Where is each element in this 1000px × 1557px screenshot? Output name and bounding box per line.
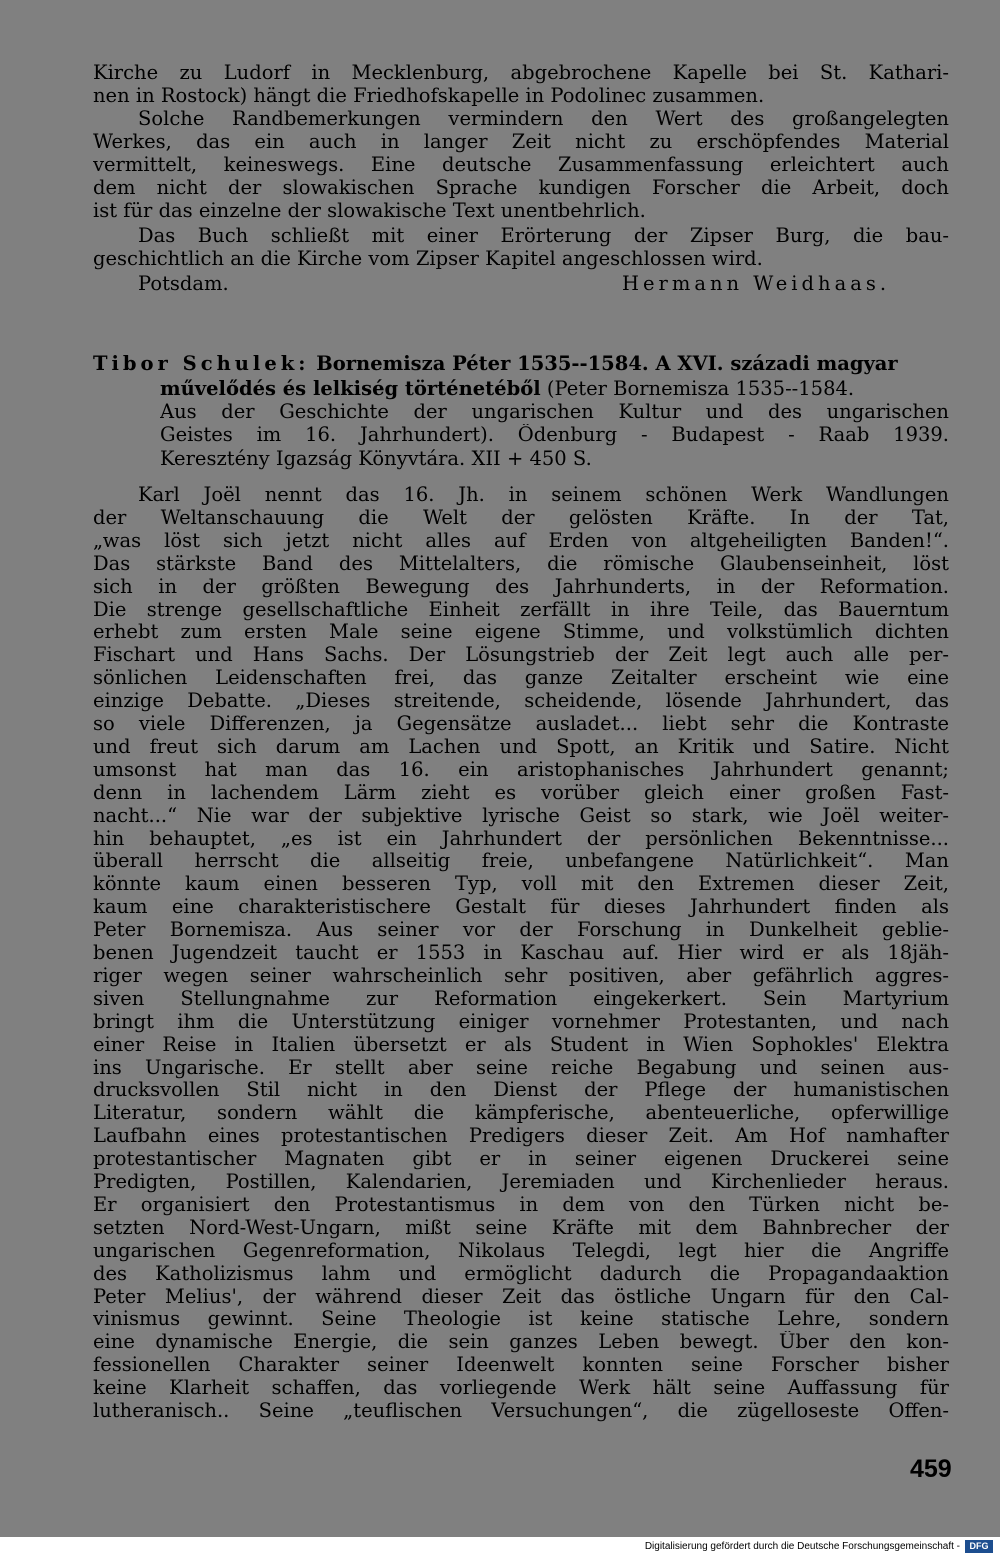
body-line: riger wegen seiner wahrscheinlich sehr positiven, aber gefährlich aggres-: [93, 964, 949, 987]
body-line: sönlichen Leidenschaften frei, das ganze Zeitalter erscheint wie eine: [93, 667, 949, 690]
review-title-continued: művelődés és lelkiség történetéből: [160, 378, 541, 400]
text-line: geschichtlich an die Kirche vom Zipser Kapitel angeschlossen wird.: [93, 248, 763, 270]
review-author: Tibor Schulek:: [93, 353, 310, 375]
body-line: Das stärkste Band des Mittelalters, die römische Glaubenseinheit, löst: [93, 552, 949, 575]
body-line: eine dynamische Energie, die sein ganzes Leben bewegt. Über den kon-: [93, 1331, 949, 1354]
review-title: Bornemisza Péter 1535--1584. A XVI. századi magyar: [316, 353, 898, 375]
body-line: Fischart und Hans Sachs. Der Lösungstrieb der Zeit legt auch alle per-: [93, 644, 949, 667]
body-line: erhebt zum ersten Male seine eigene Stimme, und volkstümlich dichten: [93, 621, 949, 644]
body-line: könnte kaum einen besseren Typ, voll mit den Extremen dieser Zeit,: [93, 873, 949, 896]
text-line: Kirche zu Ludorf in Mecklenburg, abgebrochene Kapelle bei St. Kathari-: [93, 62, 949, 84]
text-line: ist für das einzelne der slowakische Text unentbehrlich.: [93, 200, 646, 222]
text-line: Das Buch schließt mit einer Erörterung der Zipser Burg, die bau-: [138, 225, 949, 247]
body-line: des Katholizismus lahm und ermöglicht dadurch die Propagandaaktion: [93, 1262, 949, 1285]
review-header-line-2: [160, 378, 949, 400]
body-line: einzige Debatte. „Dieses streitende, scheidende, lösende Jahrhundert, das: [93, 690, 949, 713]
body-line: der Weltanschauung die Welt der gelösten Kräfte. In der Tat,: [93, 506, 949, 529]
signature-place: Potsdam.: [138, 272, 229, 295]
text-line: nen in Rostock) hängt die Friedhofskapelle in Podolinec zusammen.: [93, 85, 765, 107]
body-line: überall herrscht die allseitig freie, unbefangene Natürlichkeit“. Man: [93, 850, 949, 873]
text-line: Solche Randbemerkungen vermindern den Wert des großangelegten: [138, 108, 949, 130]
body-line: Karl Joël nennt das 16. Jh. in seinem schönen Werk Wandlungen: [138, 484, 949, 506]
review-title-translation: (Peter Bornemisza 1535--1584.: [546, 378, 855, 400]
review-header-line-5: Keresztény Igazság Könyvtára. XII + 450 S.: [160, 448, 592, 470]
body-line: umsonst hat man das 16. ein aristophanisches Jahrhundert genannt;: [93, 758, 949, 781]
body-line: einer Reise in Italien übersetzt er als Student in Wien Sophokles' Elektra: [93, 1033, 949, 1056]
page-number: 459: [910, 1455, 952, 1483]
body-line: ungarischen Gegenreformation, Nikolaus Telegdi, legt hier die Angriffe: [93, 1239, 949, 1262]
body-line: Laufbahn eines protestantischen Predigers dieser Zeit. Am Hof namhafter: [93, 1125, 949, 1148]
body-line: so viele Differenzen, ja Gegensätze ausladet... liebt sehr die Kontraste: [93, 713, 949, 735]
body-line: Peter Melius', der während dieser Zeit das östliche Ungarn für den Cal-: [93, 1285, 949, 1308]
body-line: protestantischer Magnaten gibt er in seiner eigenen Druckerei seine: [93, 1148, 949, 1171]
footer-credit: Digitalisierung gefördert durch die Deutsche Forschungsgemeinschaft -: [644, 1541, 960, 1552]
body-line: lutheranisch.. Seine „teuflischen Versuchungen“, die zügelloseste Offen-: [93, 1400, 949, 1422]
text-line: Werkes, das ein auch in langer Zeit nicht zu erschöpfendes Material: [93, 131, 949, 153]
review-header-line-4: Geistes im 16. Jahrhundert). Ödenburg - Budapest - Raab 1939.: [160, 424, 949, 446]
text-line: vermittelt, keineswegs. Eine deutsche Zusammenfassung erleichtert auch: [93, 154, 949, 176]
body-line: benen Jugendzeit taucht er 1553 in Kaschau auf. Hier wird er als 18jäh-: [93, 942, 949, 964]
body-line: denn in lachendem Lärm zieht es vorüber gleich einer großen Fast-: [93, 781, 949, 804]
body-line: vinismus gewinnt. Seine Theologie ist keine statische Lehre, sondern: [93, 1308, 949, 1331]
body-line: Literatur, sondern wählt die kämpferische, abenteuerliche, opferwillige: [93, 1102, 949, 1125]
body-line: nacht...“ Nie war der subjektive lyrische Geist so stark, wie Joël weiter-: [93, 804, 949, 827]
body-line: Er organisiert den Protestantismus in dem von den Türken nicht be-: [93, 1193, 949, 1216]
body-line: „was löst sich jetzt nicht alles auf Erden von altgeheiligten Banden!“.: [93, 529, 949, 552]
review-header-line-1: [93, 353, 949, 375]
body-line: drucksvollen Stil nicht in den Dienst der Pflege der humanistischen: [93, 1079, 949, 1102]
dfg-logo: DFG: [965, 1540, 993, 1553]
body-line: ins Ungarische. Er stellt aber seine reiche Begabung und seinen aus-: [93, 1056, 949, 1079]
body-line: hin behauptet, „es ist ein Jahrhundert der persönlichen Bekenntnisse...: [93, 827, 949, 850]
body-line: Peter Bornemisza. Aus seiner vor der Forschung in Dunkelheit geblie-: [93, 919, 949, 942]
body-line: bringt ihm die Unterstützung einiger vornehmer Protestanten, und nach: [93, 1010, 949, 1033]
body-line: sich in der größten Bewegung des Jahrhunderts, in der Reformation.: [93, 575, 949, 598]
body-line: fessionellen Charakter seiner Ideenwelt konnten seine Forscher bisher: [93, 1354, 949, 1377]
review-header-line-3: Aus der Geschichte der ungarischen Kultur und des ungarischen: [160, 401, 949, 423]
body-line: Predigten, Postillen, Kalendarien, Jeremiaden und Kirchenlieder heraus.: [93, 1171, 949, 1193]
signature-name: Hermann Weidhaas.: [622, 272, 891, 295]
body-line: setzten Nord-West-Ungarn, mißt seine Kräfte mit dem Bahnbrecher der: [93, 1216, 949, 1239]
body-line: keine Klarheit schaffen, das vorliegende Werk hält seine Auffassung für: [93, 1377, 949, 1400]
body-line: und freut sich darum am Lachen und Spott, an Kritik und Satire. Nicht: [93, 735, 949, 758]
body-line: siven Stellungnahme zur Reformation eingekerkert. Sein Martyrium: [93, 987, 949, 1010]
body-line: kaum eine charakteristischere Gestalt für dieses Jahrhundert finden als: [93, 896, 949, 919]
text-line: dem nicht der slowakischen Sprache kundigen Forscher die Arbeit, doch: [93, 177, 949, 199]
body-line: Die strenge gesellschaftliche Einheit zerfällt in ihre Teile, das Bauerntum: [93, 598, 949, 621]
